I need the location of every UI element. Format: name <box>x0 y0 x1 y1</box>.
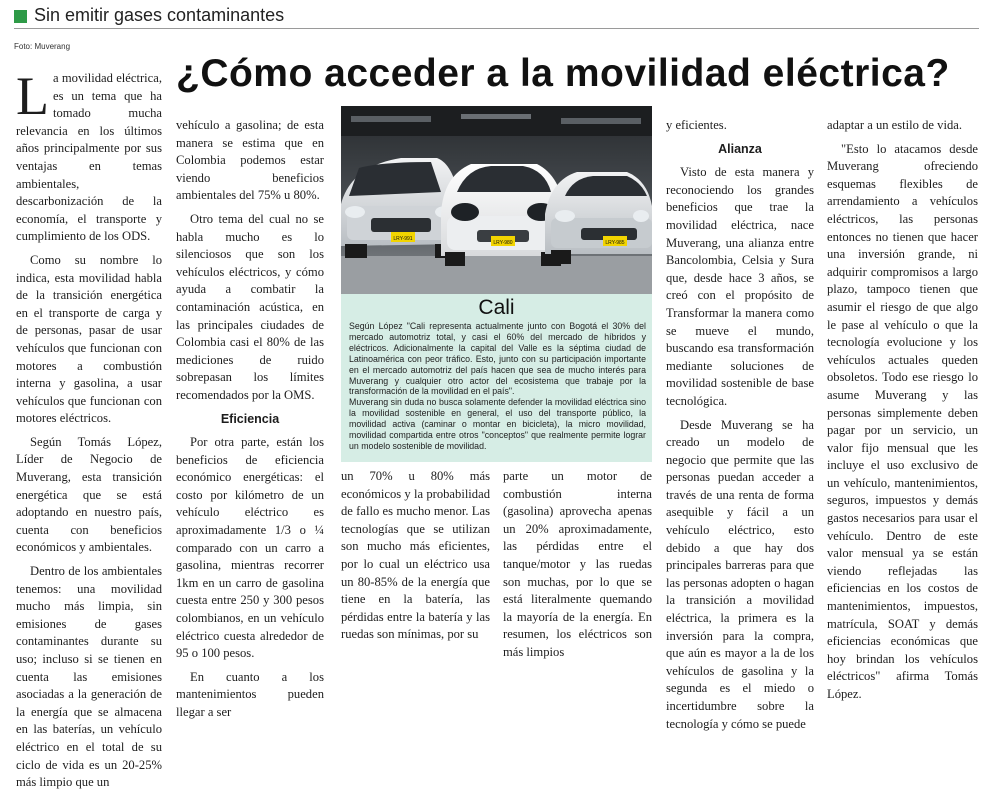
paragraph: Por otra parte, están los beneficios de eficiencia económico energéticas: el costo por kilómetro de un vehículo eléctrico es aproximadamente 1/3 o ¼ comparado con un carro a gasolina, mientras recorrer 1km en un carro de gasolina cuesta entre 250 y 300 pesos colombianos, en un vehículo eléctrico cuesta alrededor de 95 o 100 pesos. <box>176 435 324 661</box>
plate-right: LRY-985 <box>605 240 625 246</box>
article-column-1 <box>16 66 162 790</box>
article-column-4 <box>503 468 652 659</box>
paragraph: adaptar a un estilo de vida. <box>827 118 962 132</box>
paragraph: En cuanto a los mantenimientos pueden llegar a ser <box>176 669 324 719</box>
paragraph: Como su nombre lo indica, esta movilidad habla de la transición energética en el transporte de carga y de personas, pasar de usar vehículos que funcionan con motores a combustión interna y gasolina, a usar vehículos que funcionan con motores eléctricos. <box>16 252 162 426</box>
paragraph: parte un motor de combustión interna (gasolina) aprovecha apenas un 20% aproximadamente, las pérdidas entre el tanque/motor y las ruedas son muchas, por lo que se está literalmente quemando la mayoría de la energía. En resumen, los eléctricos son más limpios <box>503 469 652 659</box>
article-column-6 <box>827 117 978 701</box>
dropcap: L <box>16 66 49 126</box>
sidebar-paragraph: Según López "Cali representa actualmente junto con Bogotá el 30% del mercado automotriz total, y casi el 60% del mercado de híbridos y eléctricos. Adicionalmente la capital del Valle es la séptima ciudad de Latinoamérica con peor tráfico. Esto, junto con su participación importante en el mercado automotriz del país hacen que sea de mucho interés para Muverang y cualquier otro actor del ecosistema que trabaje por la transformación de la movilidad en el país". <box>349 321 646 397</box>
section-marker <box>14 10 27 23</box>
paragraph: Otro tema del cual no se habla mucho es lo silenciosos que son los vehículos eléctricos, y cómo ayuda a combatir la contaminación acústica, en las principales ciudades de Colombia casi el 80% de las mediciones de ruido sobrepasan los límites recomendados por la OMS. <box>176 211 324 402</box>
sidebar-body <box>349 321 646 452</box>
paragraph: Dentro de los ambientales tenemos: una movilidad mucho más limpia, sin emisiones de gases contaminantes durante su uso; incluso si se tienen en cuenta las emisiones asociadas a la generación de la energía que se almacena en las baterías, un vehículo eléctrico en el total de su ciclo de vida es un 20-25% más limpio que un <box>16 564 162 790</box>
article-column-2 <box>176 117 324 719</box>
section-title: Sin emitir gases contaminantes <box>34 5 285 25</box>
paragraph: "Esto lo atacamos desde Muverang ofreciendo esquemas flexibles de arrendamiento a vehículos eléctricos, las personas entonces no tienen que hacer una inversión grande, ni adquirir compromisos a largo plazo, tampoco tienen que asumir el riesgo de que algo le pase al vehículo o que la tecnología evolucione y los vehículos actuales queden obsoletos. Todo ese riesgo lo asume Muverang y las personas simplemente deben pagar por un servicio, un valor fijo mensual que les incluye el uso exclusivo de un vehículo, mantenimientos, seguros, impuestos y demás gastos necesarios para usar el vehículo. Dentro de este valor mensual ya se están viendo reflejadas las eficiencias en los costos de mantenimientos, impuestos, matrícula, SOAT y demás eficiencias económicas que hoy brindan los vehículos eléctricos" afirma Tomás López. <box>827 141 978 701</box>
paragraph: un 70% u 80% más económicos y la probabilidad de fallo es mucho menor. Las tecnologías que se utilizan son mucho más eficientes, por lo cual un eléctrico usa un 80-85% de la energía que tiene en la batería, las pérdidas entre la batería y las ruedas son mínimas, por su <box>341 469 490 642</box>
section-header <box>14 4 979 29</box>
paragraph: y eficientes. <box>666 118 727 132</box>
paragraph: Visto de esta manera y reconociendo los grandes beneficios que trae la movilidad eléctrica, nace Muverang, una alianza entre Bancolombia, Celsia y Sura que, desde hace 3 años, se creó con el propósito de Transformar la manera como se mueve el mundo, buscando esa transformación mediante soluciones de movilidad sostenible de base tecnológica. <box>666 165 814 408</box>
sidebar-title: Cali <box>478 296 515 319</box>
photo-credit: Foto: Muverang <box>14 42 71 51</box>
plate-center: LRY-980 <box>493 240 513 246</box>
article-column-5 <box>666 117 814 731</box>
paragraph: vehículo a gasolina; de esta manera se estima que en Colombia podemos estar viendo beneficios ambientales del 75% u 80%. <box>176 118 324 203</box>
paragraph: Según Tomás López, Líder de Negocio de Muverang, esta transición energética que se está adoptando en nuestro país, cuenta con beneficios económicos y ambientales. <box>16 434 162 555</box>
sidebar-box <box>341 294 652 462</box>
article-column-3 <box>341 468 490 642</box>
subheading-alianza: Alianza <box>718 141 762 156</box>
electric-cars-image <box>341 106 652 294</box>
intro-paragraph: La movilidad eléctrica, es un tema que ha tomado mucha relevancia en los últimos años principalmente por sus ventajas en temas ambientales, descarbonización de la economía, el transporte y cumplimiento de los ODS. <box>16 66 162 244</box>
plate-left: LRY-991 <box>393 236 413 242</box>
article-photo <box>341 106 652 294</box>
sidebar-paragraph: Muverang sin duda no busca solamente defender la movilidad eléctrica sino la movilidad sostenible en general, el uso del transporte público, la movilidad activa (caminar o montar en bicicleta), la micro movilidad, movilidad compartida entre otros "conceptos" que realmente permite lograr un modelo sostenible de movilidad. <box>349 397 646 451</box>
subheading-eficiencia: Eficiencia <box>220 411 280 426</box>
paragraph: Desde Muverang se ha creado un modelo de negocio que permite que las personas puedan acceder a través de una renta de forma asequible y fácil a un vehículo eléctrico, esto debido a que hay dos principales barreras para que las personas adopten o hagan la transición a movilidad eléctrica, la primera es la inversión para la compra, que aún es mayor a la de los vehículos de gasolina y la segunda es el miedo o incertidumbre sobre la tecnología y cómo se puede <box>666 417 814 731</box>
headline: ¿Cómo acceder a la movilidad eléctrica? <box>176 52 950 95</box>
